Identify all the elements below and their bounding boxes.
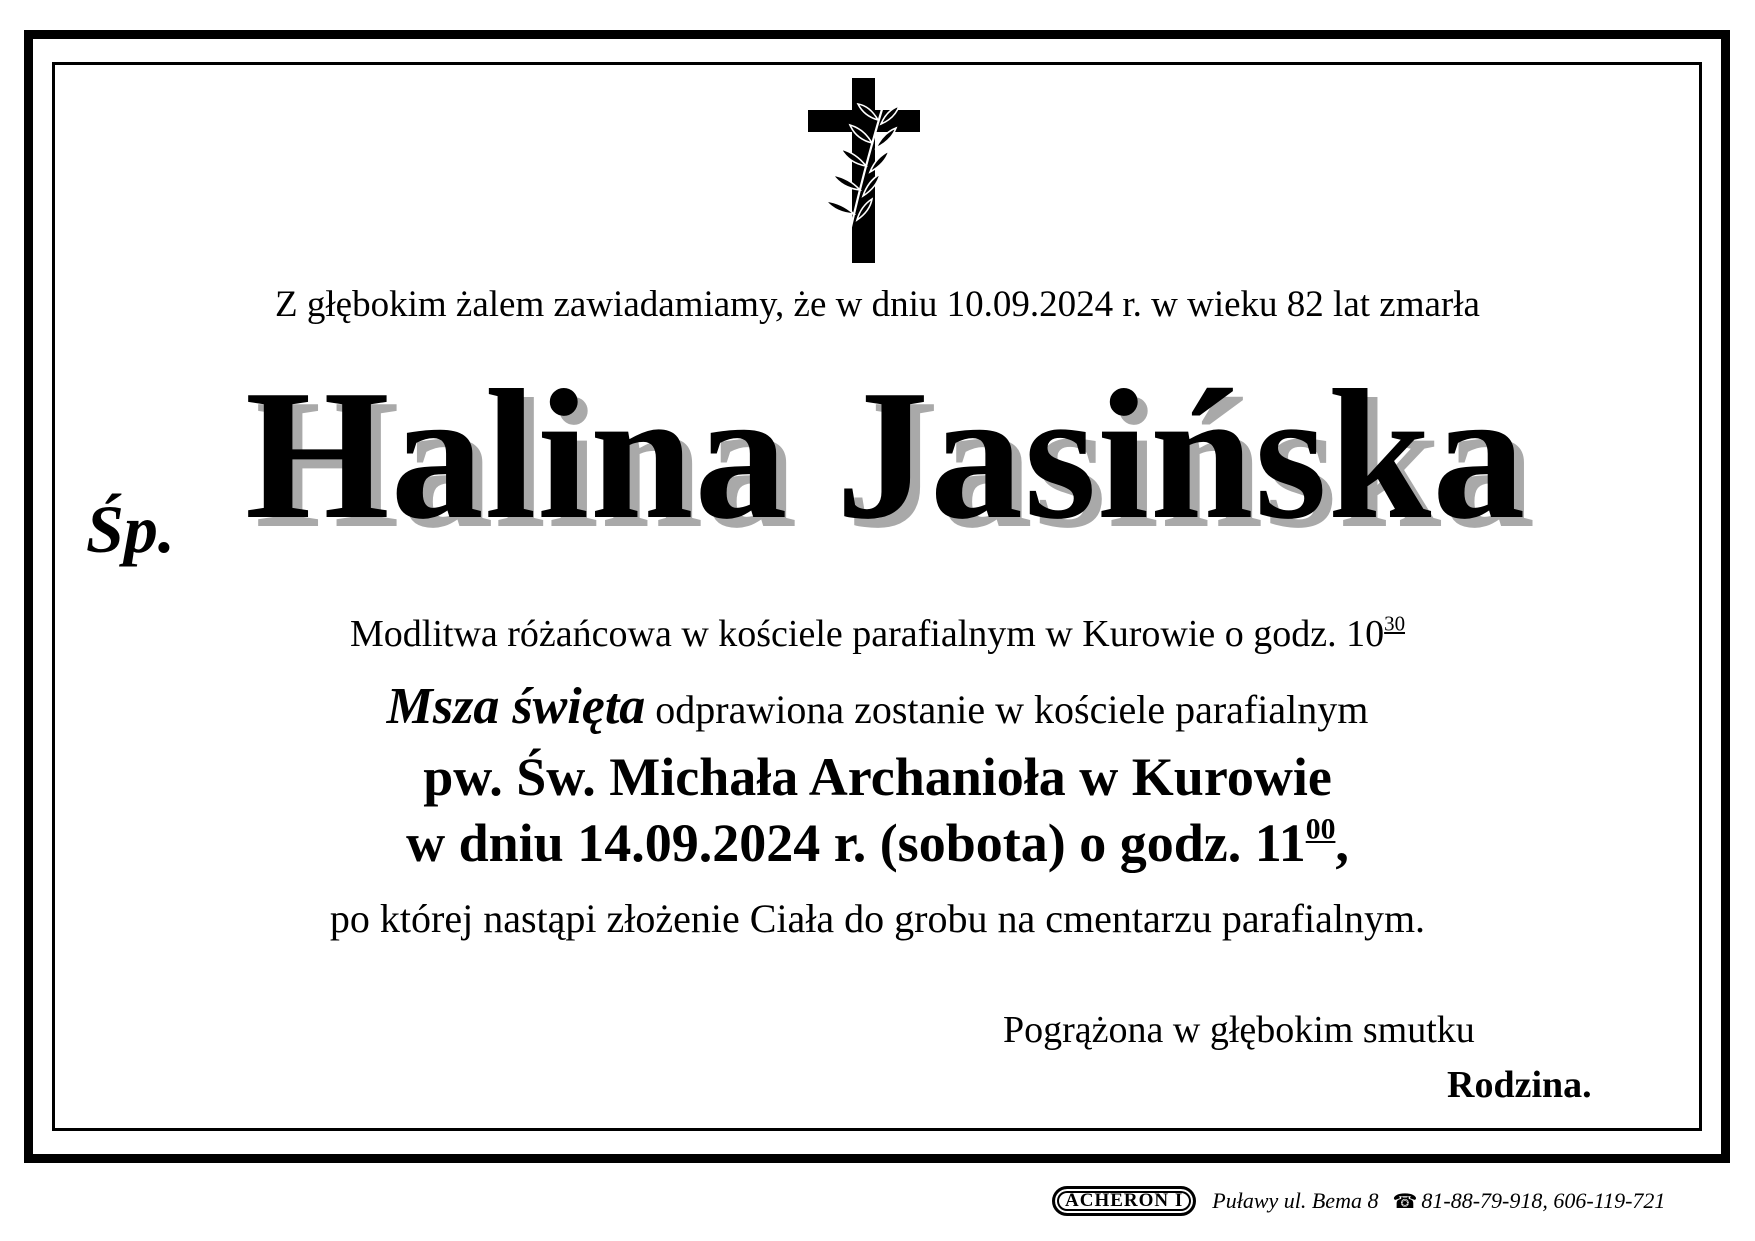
mass-date-suffix: , xyxy=(1335,813,1349,873)
mourning-line: Pogrążona w głębokim smutku xyxy=(1003,1009,1475,1051)
mass-info xyxy=(0,677,1755,736)
mass-text: odprawiona zostanie w kościele parafialnym xyxy=(645,687,1369,732)
cross-with-palm-icon xyxy=(805,78,925,263)
deceased-name: Halina Jasińska xyxy=(245,352,1527,558)
mass-emphasis: Msza święta xyxy=(386,678,646,735)
funeral-home-footer xyxy=(1052,1183,1665,1219)
telephone-icon: ☎ xyxy=(1392,1190,1418,1213)
family-signature: Rodzina. xyxy=(1447,1064,1592,1106)
rosary-time-minutes: 30 xyxy=(1384,611,1406,636)
acheron-logo: ACHERON I xyxy=(1052,1186,1196,1216)
footer-phones: 81-88-79-918, 606-119-721 xyxy=(1421,1188,1666,1213)
announcement-text: Z głębokim żalem zawiadamiamy, że w dniu 10.09.2024 r. w wieku 82 lat zmarła xyxy=(275,284,1480,325)
burial-info: po której nastąpi złożenie Ciała do grobu na cmentarzu parafialnym. xyxy=(329,896,1426,941)
mass-time-minutes: 00 xyxy=(1305,813,1336,846)
footer-address: Puławy ul. Bema 8 xyxy=(1212,1188,1379,1213)
rosary-info xyxy=(0,612,1755,656)
church-name: pw. Św. Michała Archanioła w Kurowie xyxy=(423,747,1332,807)
rosary-text: Modlitwa różańcowa w kościele parafialnym w Kurowie o godz. 10 xyxy=(349,613,1385,655)
mass-date-text: w dniu 14.09.2024 r. (sobota) o godz. 11 xyxy=(406,813,1306,873)
mass-date xyxy=(0,812,1755,874)
name-prefix: Śp. xyxy=(86,491,175,567)
